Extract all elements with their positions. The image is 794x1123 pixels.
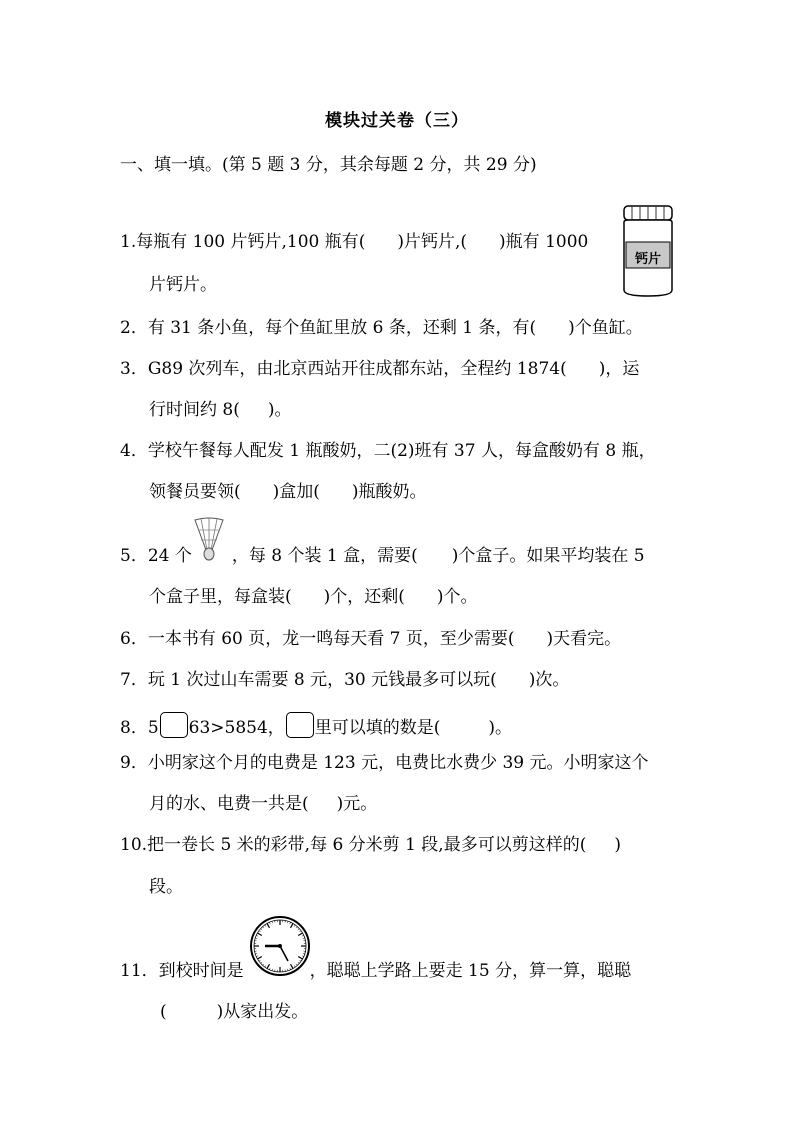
blank-box[interactable] bbox=[160, 712, 188, 738]
question-9-line-1: 9．小明家这个月的电费是 123 元，电费比水费少 39 元。小明家这个 bbox=[120, 753, 649, 773]
question-1-line-1: 1.每瓶有 100 片钙片,100 瓶有( )片钙片,( )瓶有 1000 bbox=[120, 232, 589, 252]
bottle-label: 钙片 bbox=[634, 252, 661, 267]
question-1-line-2: 片钙片。 bbox=[149, 275, 217, 295]
clock-icon bbox=[248, 914, 312, 978]
shuttlecock-icon bbox=[192, 516, 226, 562]
question-11-line-1: 11．到校时间是 ，聪聪上学路上要走 15 分，算一算，聪聪 bbox=[120, 961, 632, 981]
question-4-line-1: 4．学校午餐每人配发 1 瓶酸奶，二(2)班有 37 人，每盒酸奶有 8 瓶， bbox=[120, 441, 656, 461]
question-10-line-2: 段。 bbox=[149, 877, 183, 897]
section-heading: 一、填一填。(第 5 题 3 分，其余每题 2 分，共 29 分) bbox=[120, 155, 537, 175]
question-3-line-1: 3．G89 次列车，由北京西站开往成都东站，全程约 1874( )，运 bbox=[120, 359, 640, 379]
blank-box-reference bbox=[286, 712, 314, 738]
question-6: 6．一本书有 60 页，龙一鸣每天看 7 页，至少需要( )天看完。 bbox=[120, 629, 622, 649]
question-3-line-2: 行时间约 8( )。 bbox=[149, 400, 292, 420]
question-11-line-2: ( )从家出发。 bbox=[160, 1002, 309, 1022]
question-8: 8．5 63>5854， 里可以填的数是( )。 bbox=[120, 712, 512, 738]
question-10-line-1: 10.把一卷长 5 米的彩带,每 6 分米剪 1 段,最多可以剪这样的( ) bbox=[120, 835, 621, 855]
question-4-line-2: 领餐员要领( )盒加( )瓶酸奶。 bbox=[149, 482, 427, 502]
page-title: 模块过关卷（三） bbox=[325, 111, 469, 131]
question-5-line-1: 5．24 个 ，每 8 个装 1 盒，需要( )个盒子。如果平均装在 5 bbox=[120, 546, 645, 566]
question-7: 7．玩 1 次过山车需要 8 元，30 元钱最多可以玩( )次。 bbox=[120, 670, 570, 690]
question-9-line-2: 月的水、电费一共是( )元。 bbox=[149, 794, 378, 814]
question-2: 2．有 31 条小鱼，每个鱼缸里放 6 条，还剩 1 条，有( )个鱼缸。 bbox=[120, 318, 643, 338]
question-5-line-2: 个盒子里，每盒装( )个，还剩( )个。 bbox=[149, 587, 478, 607]
